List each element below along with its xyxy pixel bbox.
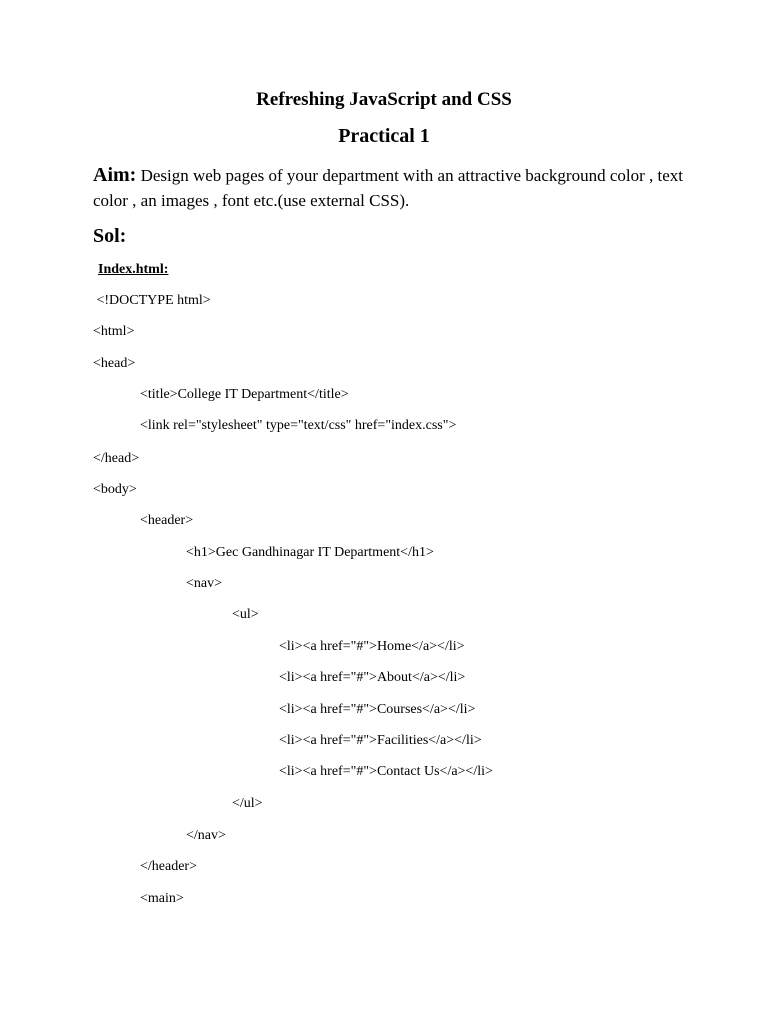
document-title: Refreshing JavaScript and CSS [256,89,512,110]
code-line: <html> [93,324,135,339]
aim-label: Aim: [93,164,137,186]
code-line: <li><a href="#">Contact Us</a></li> [279,764,493,779]
aim-paragraph [93,163,693,213]
sol-label: Sol: [93,225,127,247]
code-line: <title>College IT Department</title> [140,387,349,402]
code-line: <li><a href="#">Courses</a></li> [279,702,476,717]
code-line: <li><a href="#">Home</a></li> [279,639,465,654]
code-line: </nav> [186,828,226,843]
aim-text: Design web pages of your department with an attractive background color , text color , an images , font etc.(use external CSS). [93,166,683,210]
code-line: <main> [140,891,184,906]
code-line: <nav> [186,576,223,591]
code-line: <li><a href="#">About</a></li> [279,670,466,685]
code-line: <header> [140,513,194,528]
code-line: </header> [140,859,197,874]
code-line: <h1>Gec Gandhinagar IT Department</h1> [186,545,434,560]
document-subtitle: Practical 1 [338,125,430,147]
code-line: <body> [93,482,137,497]
code-line: </ul> [232,796,263,811]
code-line: <!DOCTYPE html> [93,293,211,308]
code-line: <head> [93,356,136,371]
file-label: Index.html: [98,262,169,277]
code-line: <li><a href="#">Facilities</a></li> [279,733,482,748]
code-line: <link rel="stylesheet" type="text/css" href="index.css"> [140,418,457,433]
code-line: </head> [93,451,140,466]
code-line: <ul> [232,607,259,622]
